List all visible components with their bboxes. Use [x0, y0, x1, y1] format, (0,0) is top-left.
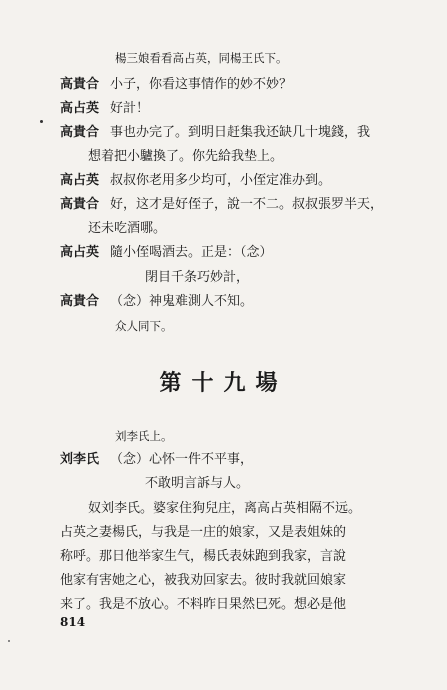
dialogue-text: （念）心怀一件不平事， — [110, 452, 254, 467]
dialogue-text: 好計！ — [110, 101, 150, 116]
speaker-label: 高占英 — [60, 173, 100, 188]
dialogue-text: 小子，你看这事情作的妙不妙？ — [110, 77, 293, 92]
speaker-label: 高貴合 — [60, 125, 100, 140]
scene-title: 第十九場 — [159, 370, 288, 396]
dialogue-continuation: 还未吃酒哪。 — [88, 221, 167, 236]
page-number: 814 — [60, 615, 86, 629]
dialogue-text: 隨小侄喝酒去。正是：（念） — [110, 245, 273, 260]
speaker-label: 高貴合 — [60, 294, 100, 309]
speaker-label: 刘李氏 — [60, 452, 100, 467]
speaker-label: 高貴合 — [60, 77, 100, 92]
dialogue-text: 叔叔你老用多少均可，小侄定准办到。 — [110, 173, 332, 188]
dialogue-continuation: 閉目千条巧妙計， — [145, 270, 250, 285]
dialogue-continuation: 他家有害她之心，被我劝回家去。彼时我就回娘家 — [60, 573, 347, 588]
dialogue-continuation: 占英之妻楊氏，与我是一庄的娘家，又是表姐妹的 — [60, 525, 347, 540]
ink-speck — [8, 640, 10, 642]
ink-speck — [40, 120, 43, 123]
stage-direction: 众人同下。 — [115, 319, 173, 333]
dialogue-text: 好，这才是好侄子，說一不二。叔叔張罗半天， — [110, 197, 384, 212]
dialogue-text: 事也办完了。到明日赶集我还缺几十塊錢，我 — [110, 125, 371, 140]
speaker-label: 高占英 — [60, 245, 100, 260]
speaker-label: 高貴合 — [60, 197, 100, 212]
dialogue-text: （念）神鬼难測人不知。 — [110, 294, 254, 309]
speaker-label: 高占英 — [60, 101, 100, 116]
dialogue-continuation: 奴刘李氏。婆家住狗兒庄，离高占英相隔不远。 — [88, 501, 362, 516]
dialogue-continuation: 来了。我是不放心。不料昨日果然巳死。想必是他 — [60, 597, 347, 612]
dialogue-continuation: 称呼。那日他举家生气，楊氏表妹跑到我家，言說 — [60, 549, 347, 564]
stage-direction: 楊三娘看看高占英，同楊王氏下。 — [115, 51, 288, 65]
stage-direction: 刘李氏上。 — [115, 429, 173, 443]
dialogue-continuation: 想着把小驢換了。你先給我垫上。 — [88, 149, 284, 164]
dialogue-continuation: 不敢明言訴与人。 — [145, 476, 250, 491]
